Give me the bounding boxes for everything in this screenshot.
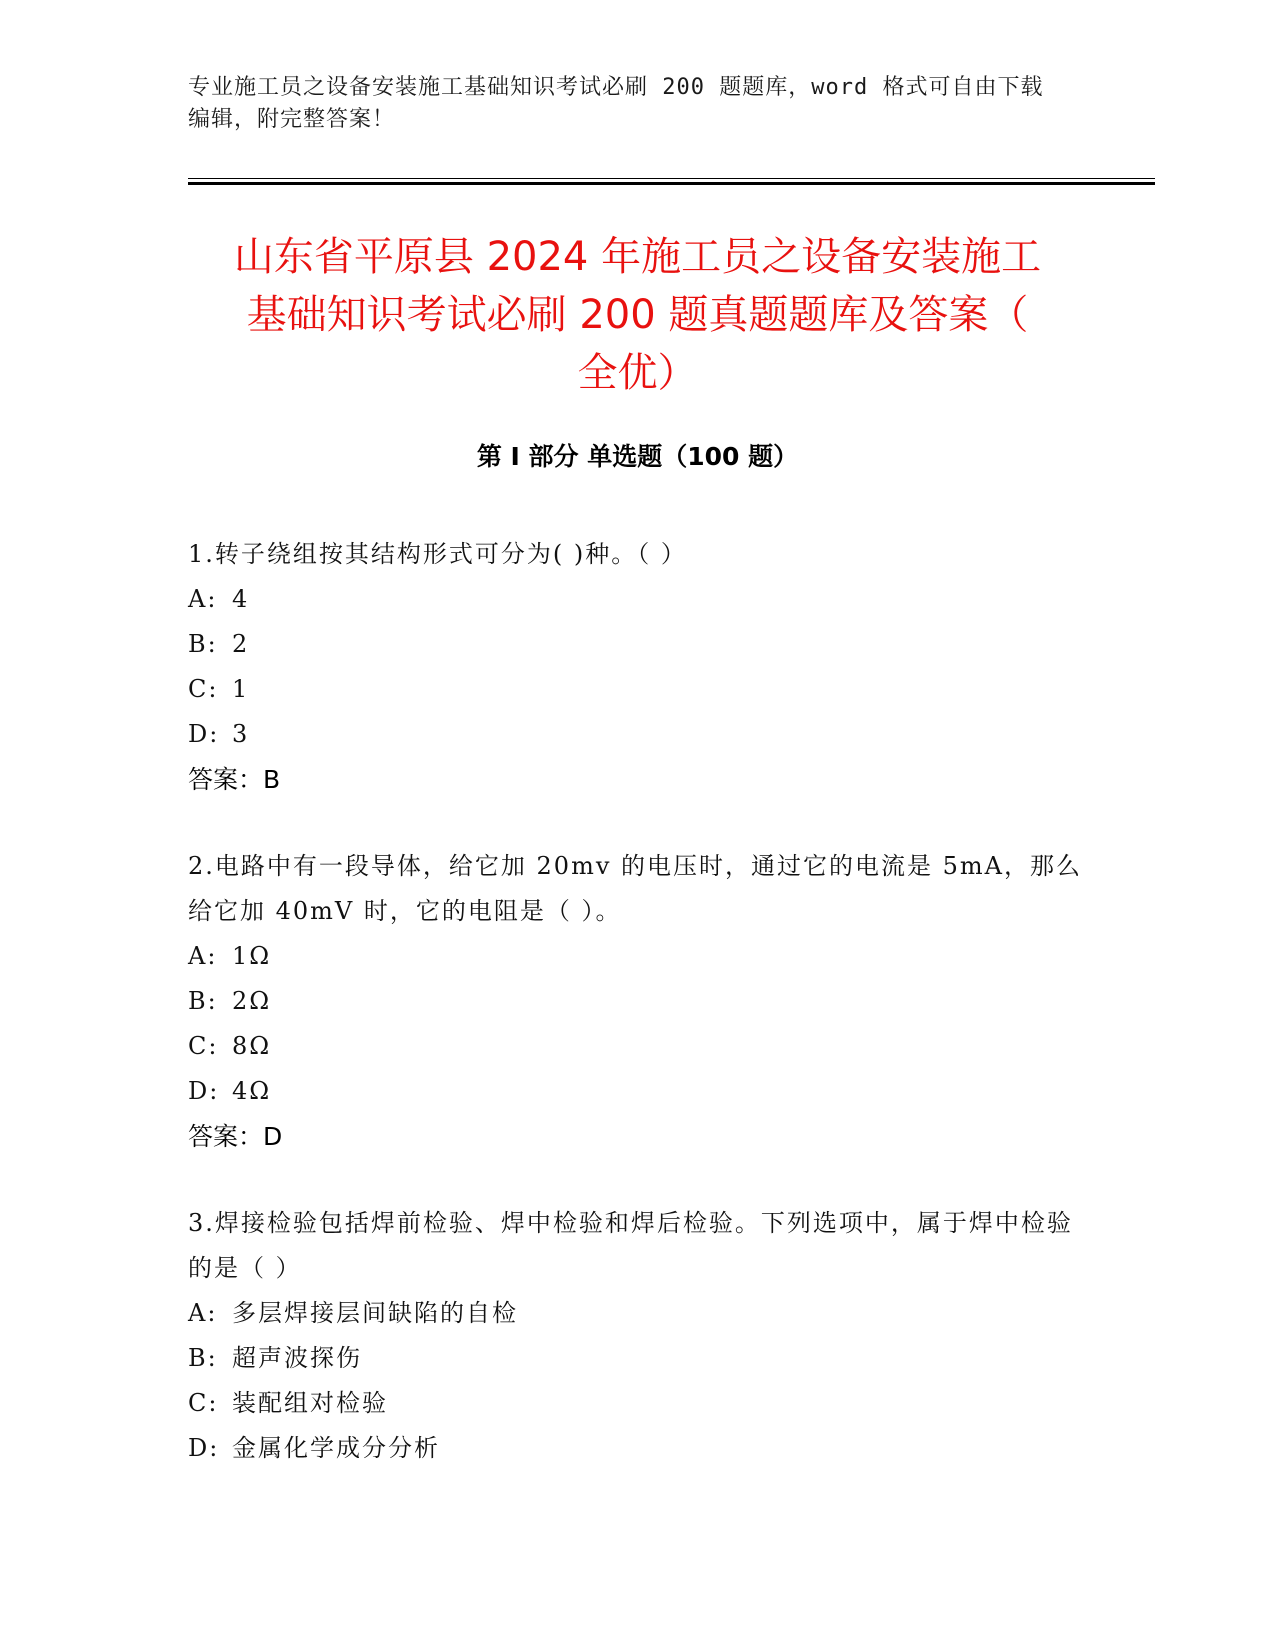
question-2 xyxy=(188,844,1088,1159)
header-divider-thin xyxy=(188,178,1155,179)
option-letter: A: xyxy=(188,585,218,613)
option-letter: D: xyxy=(188,1077,220,1105)
option-text: 装配组对检验 xyxy=(232,1389,388,1417)
option-text: 3 xyxy=(232,720,250,748)
option-letter: A: xyxy=(188,942,218,970)
option-a xyxy=(188,934,1088,979)
section-heading: 第 I 部分 单选题（100 题） xyxy=(476,442,799,471)
question-1 xyxy=(188,532,1088,802)
document-title xyxy=(160,228,1115,402)
option-letter: C: xyxy=(188,675,219,703)
answer-line: 答案：D xyxy=(188,1122,283,1151)
header-note-line-1: 专业施工员之设备安装施工基础知识考试必刷 200 题题库，word 格式可自由下载 xyxy=(188,75,1044,100)
answer-line: 答案：B xyxy=(188,765,281,794)
option-c xyxy=(188,667,1088,712)
option-text: 2Ω xyxy=(232,987,272,1015)
title-line-3: 全优） xyxy=(577,350,698,396)
question-stem: 2.电路中有一段导体，给它加 20mv 的电压时，通过它的电流是 5mA，那么给它加 40mV 时，它的电阻是（ ）。 xyxy=(188,852,1082,925)
option-letter: C: xyxy=(188,1032,219,1060)
option-letter: B: xyxy=(188,630,218,658)
question-3 xyxy=(188,1201,1088,1471)
option-c xyxy=(188,1381,1088,1426)
header-divider-thick xyxy=(188,182,1155,185)
option-letter: D: xyxy=(188,720,220,748)
option-letter: C: xyxy=(188,1389,219,1417)
option-text: 1Ω xyxy=(232,942,272,970)
question-stem: 1.转子绕组按其结构形式可分为( )种。（ ） xyxy=(188,540,687,568)
option-text: 4 xyxy=(232,585,250,613)
question-list xyxy=(188,532,1088,1513)
title-line-1: 山东省平原县 2024 年施工员之设备安装施工 xyxy=(233,234,1042,280)
option-b xyxy=(188,622,1088,667)
option-letter: A: xyxy=(188,1299,218,1327)
option-d xyxy=(188,1069,1088,1114)
header-note-line-2: 编辑，附完整答案！ xyxy=(188,107,396,132)
option-d xyxy=(188,712,1088,757)
option-b xyxy=(188,1336,1088,1381)
option-d xyxy=(188,1426,1088,1471)
option-b xyxy=(188,979,1088,1024)
option-text: 2 xyxy=(232,630,250,658)
option-text: 4Ω xyxy=(232,1077,272,1105)
option-text: 多层焊接层间缺陷的自检 xyxy=(232,1299,518,1327)
question-stem: 3.焊接检验包括焊前检验、焊中检验和焊后检验。下列选项中，属于焊中检验的是（ ） xyxy=(188,1209,1073,1282)
option-letter: B: xyxy=(188,987,218,1015)
option-c xyxy=(188,1024,1088,1069)
option-letter: B: xyxy=(188,1344,218,1372)
option-letter: D: xyxy=(188,1434,220,1462)
option-text: 超声波探伤 xyxy=(232,1344,362,1372)
option-text: 金属化学成分分析 xyxy=(232,1434,440,1462)
option-a xyxy=(188,577,1088,622)
option-text: 8Ω xyxy=(232,1032,272,1060)
option-a xyxy=(188,1291,1088,1336)
option-text: 1 xyxy=(232,675,250,703)
title-line-2: 基础知识考试必刷 200 题真题题库及答案（ xyxy=(246,292,1029,338)
document-header-note xyxy=(188,72,1088,136)
